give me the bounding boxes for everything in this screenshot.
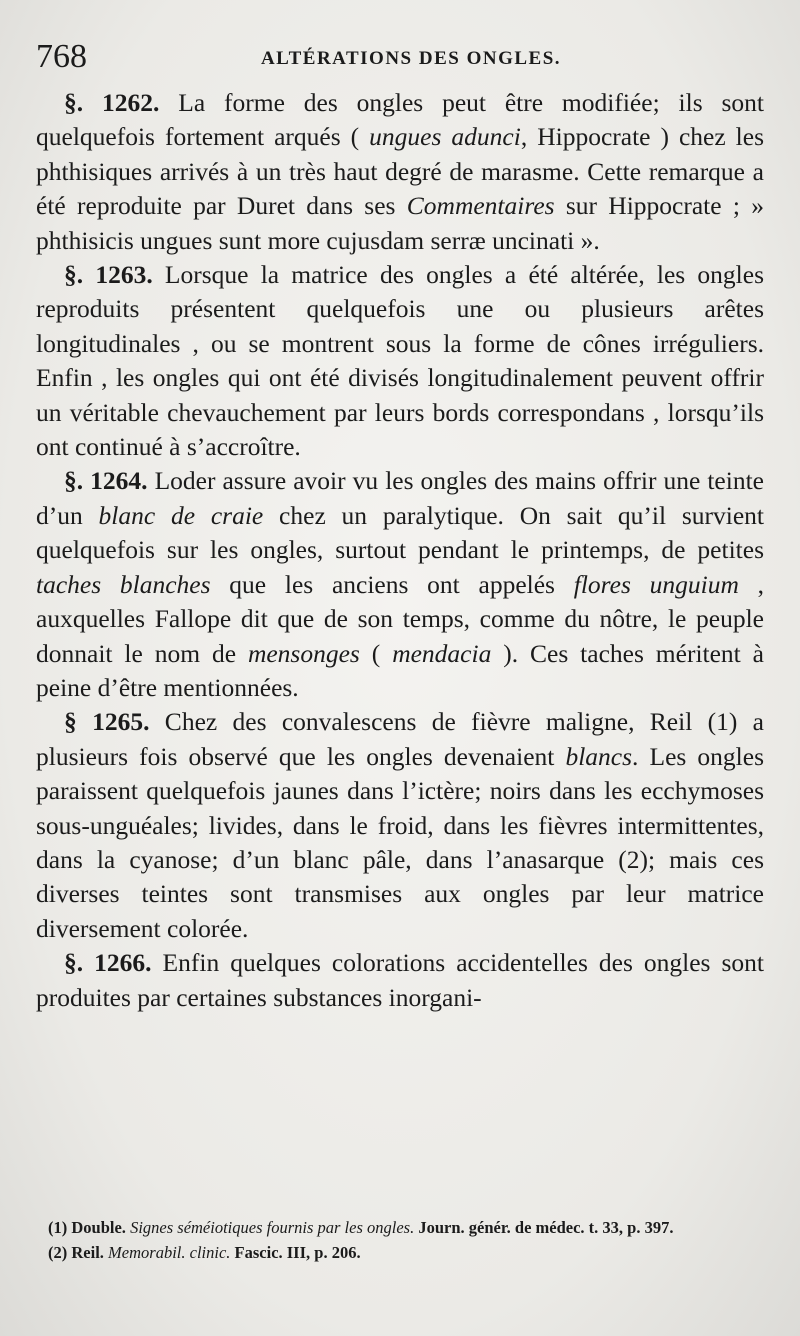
page-header [36, 38, 776, 78]
text-run: , auxquelles Fallope dit que de son temps, comme du nôtre, le peuple donnait le nom de [36, 569, 765, 668]
text-run: Journ. génér. de médec. t. 33, p. 397. [414, 1218, 674, 1237]
text-run: Reil. [67, 1243, 109, 1262]
footnote-label: (2) [48, 1243, 68, 1262]
text-run: Loder assure avoir vu les ongles des mains offrir une teinte d’un [36, 466, 764, 530]
paragraph [36, 705, 764, 946]
body-text [36, 86, 764, 1015]
footnote [48, 1240, 768, 1265]
text-run: Double. [67, 1218, 131, 1237]
text-run: ). Ces taches méritent à peine d’être mentionnées. [36, 638, 765, 702]
italic-run: blancs [565, 741, 633, 771]
section-number: §. 1264. [64, 466, 148, 496]
paragraph [36, 258, 764, 464]
paragraph [36, 946, 764, 1015]
text-run: sur Hippocrate ; » phthisicis ungues sunt more cujusdam serræ uncinati ». [36, 191, 764, 255]
section-number: §. 1263. [64, 260, 153, 290]
italic-run: Commentaires [406, 191, 555, 221]
text-run: Chez des convalescens de fièvre maligne, Reil (1) a plusieurs fois observé que les ongles devenaient [36, 707, 765, 771]
italic-run: mendacia [392, 638, 492, 668]
text-run: Lorsque la matrice des ongles a été altérée, les ongles reproduits présentent quelquefois une ou plusieurs arêtes longitudinales , ou se montrent sous la forme de cônes irréguliers. Enfin , les ongles qui ont été divisés longitudinalement peuvent offrir un véritable chevauchement par leurs bords correspondans , lorsqu’ils ont continué à s’accroître. [36, 260, 765, 462]
text-run: . Les ongles paraissent quelquefois jaunes dans l’ictère; noirs dans les ecchymoses sous-unguéales; livides, dans le froid, dans les fièvres intermittentes, dans la cyanose; d’un blanc pâle, dans l’anasarque (2); mais ces diverses teintes sont transmises aux ongles par leur matrice diversement colorée. [36, 741, 764, 943]
text-run: chez un paralytique. On sait qu’il survient quelquefois sur les ongles, surtout pendant le printemps, de petites [36, 500, 765, 565]
italic-run: flores unguium [573, 569, 739, 599]
text-run: La forme des ongles peut être modifiée; ils sont quelquefois fortement arqués ( [36, 88, 764, 152]
running-title: ALTÉRATIONS DES ONGLES. [260, 48, 562, 69]
footnote [48, 1215, 768, 1240]
text-run: Enfin quelques colorations accidentelles des ongles sont produites par certaines substances inorgani- [36, 948, 765, 1012]
text-run: que les anciens ont appelés [210, 569, 574, 599]
italic-run: mensonges [247, 638, 360, 668]
section-number: §. 1262. [64, 88, 160, 117]
text-run: ( [359, 638, 393, 668]
italic-run: Signes séméiotiques fournis par les ongles. [130, 1218, 415, 1237]
italic-run: Memorabil. clinic. [108, 1243, 231, 1262]
italic-run: taches blanches [36, 569, 211, 599]
italic-run: blanc de craie [98, 500, 264, 530]
paragraph [36, 464, 764, 705]
text-run: , Hippocrate ) chez les phthisiques arrivés à un très haut degré de marasme. Cette remarque a été reproduite par Duret dans ses [36, 122, 764, 221]
footnote-label: (1) [48, 1218, 68, 1237]
section-number: §. 1266. [64, 948, 152, 978]
page-number: 768 [36, 38, 87, 75]
footnotes [48, 1215, 768, 1265]
paragraph [36, 86, 764, 258]
italic-run: ungues adunci [369, 122, 521, 152]
section-number: § 1265. [64, 707, 150, 737]
text-run: Fascic. III, p. 206. [230, 1243, 361, 1262]
